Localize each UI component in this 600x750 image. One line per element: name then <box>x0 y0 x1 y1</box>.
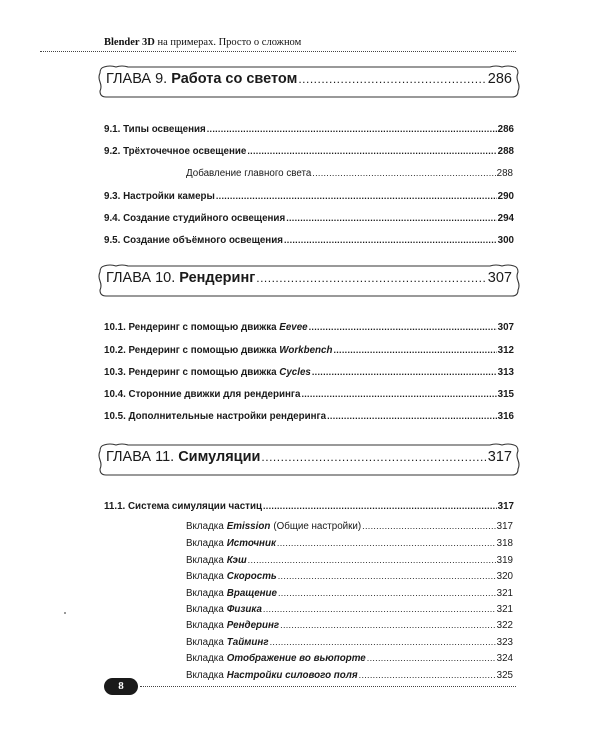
toc-tab-viewport-display[interactable]: Вкладка Отображение во вьюпорте ..... 324 <box>186 653 513 664</box>
toc-entry-10-2[interactable]: 10.2. Рендеринг с помощью движка Workbench ..... 312 <box>104 345 514 356</box>
chapter-10-heading[interactable] <box>96 263 522 299</box>
page-number-badge: 8 <box>104 678 138 695</box>
dot-leader <box>298 72 486 86</box>
chapter-page: 286 <box>487 71 512 87</box>
toc-tab-render[interactable]: Вкладка Рендеринг ..... 322 <box>186 620 513 631</box>
chapter-page: 317 <box>487 449 512 465</box>
toc-tab-source[interactable]: Вкладка Источник ..... 318 <box>186 538 513 549</box>
chapter-9-heading[interactable] <box>96 64 522 100</box>
book-title: Blender 3D <box>104 37 155 48</box>
toc-entry-9-3[interactable]: 9.3. Настройки камеры ..... 290 <box>104 191 514 202</box>
chapter-title: Рендеринг <box>179 270 256 286</box>
chapter-page: 307 <box>487 270 512 286</box>
header-divider <box>40 51 516 52</box>
toc-entry-9-5[interactable]: 9.5. Создание объёмного освещения ..... 300 <box>104 235 514 246</box>
toc-entry-9-1[interactable]: 9.1. Типы освещения ..... 286 <box>104 124 514 135</box>
dot-leader <box>261 450 486 464</box>
chapter-11-heading[interactable] <box>96 442 522 478</box>
toc-tab-rotation[interactable]: Вкладка Вращение ..... 321 <box>186 588 513 599</box>
toc-entry-10-4[interactable]: 10.4. Сторонние движки для рендеринга ..... 315 <box>104 389 514 400</box>
chapter-title: Работа со светом <box>171 71 298 87</box>
chapter-prefix: ГЛАВА 10. <box>106 270 176 286</box>
toc-entry-10-5[interactable]: 10.5. Дополнительные настройки рендеринга ..... 316 <box>104 411 514 422</box>
toc-tab-velocity[interactable]: Вкладка Скорость ..... 320 <box>186 571 513 582</box>
chapter-prefix: ГЛАВА 9. <box>106 71 168 87</box>
toc-entry-10-3[interactable]: 10.3. Рендеринг с помощью движка Cycles ..... 313 <box>104 367 514 378</box>
toc-entry-9-4[interactable]: 9.4. Создание студийного освещения ..... 294 <box>104 213 514 224</box>
toc-subentry-main-light[interactable]: Добавление главного света ..... 288 <box>186 168 513 179</box>
toc-entry-10-1[interactable]: 10.1. Рендеринг с помощью движка Eevee ..... 307 <box>104 322 514 333</box>
chapter-title: Симуляции <box>178 449 261 465</box>
footer-divider <box>140 686 516 687</box>
toc-tab-timing[interactable]: Вкладка Тайминг ..... 323 <box>186 637 513 648</box>
toc-tab-emission[interactable]: Вкладка Emission (Общие настройки) ..... 317 <box>186 521 513 532</box>
toc-tab-physics[interactable]: Вкладка Физика ..... 321 <box>186 604 513 615</box>
margin-speck <box>64 612 66 614</box>
running-head <box>104 37 301 48</box>
chapter-prefix: ГЛАВА 11. <box>106 449 175 465</box>
toc-entry-9-2[interactable]: 9.2. Трёхточечное освещение ..... 288 <box>104 146 514 157</box>
toc-tab-force-field[interactable]: Вкладка Настройки силового поля ..... 325 <box>186 670 513 681</box>
book-subtitle: на примерах. Просто о сложном <box>157 37 302 48</box>
toc-entry-11-1[interactable]: 11.1. Система симуляции частиц ..... 317 <box>104 501 514 512</box>
dot-leader <box>256 271 487 285</box>
toc-tab-cache[interactable]: Вкладка Кэш ..... 319 <box>186 555 513 566</box>
